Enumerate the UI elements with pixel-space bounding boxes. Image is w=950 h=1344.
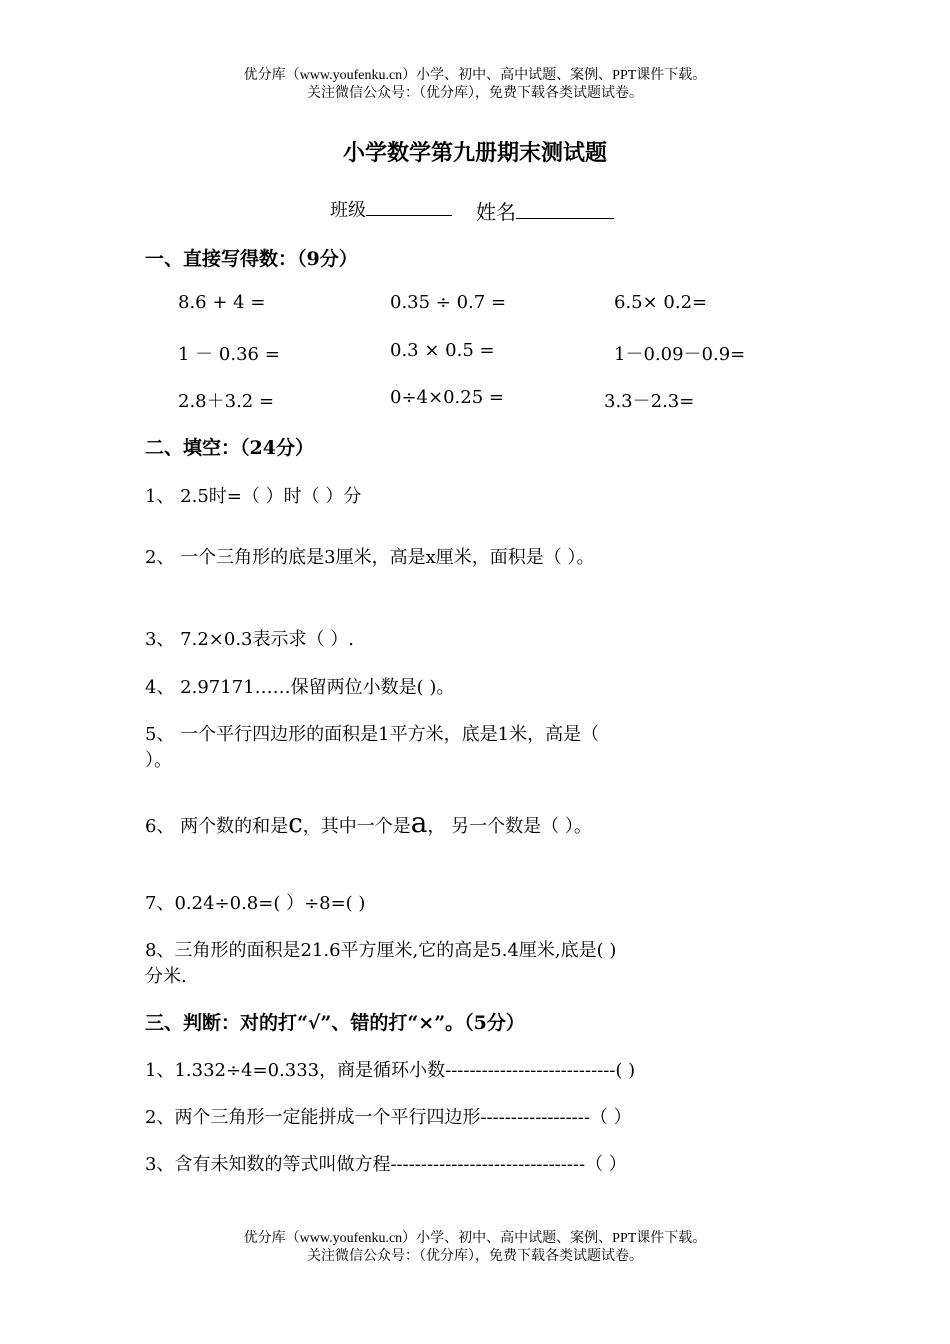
class-field — [330, 196, 452, 222]
section-2-heading: 二、填空：（24分） — [145, 437, 314, 459]
q6-text-a: 6、 两个数的和是 — [145, 816, 289, 837]
fill-question-4: 4、 2.97171……保留两位小数是( )。 — [145, 677, 455, 698]
name-blank[interactable] — [516, 200, 614, 219]
fill-question-3: 3、 7.2×0.3表示求（ ）. — [145, 629, 354, 650]
footer-line-1: 优分库（www.youfenku.cn）小学、初中、高中试题、案例、PPT课件下载。 — [243, 1231, 707, 1246]
fill-question-5-line-1: 5、 一个平行四边形的面积是1平方米，底是1米，高是（ — [145, 724, 600, 745]
header-line-2: 关注微信公众号：（优分库），免费下载各类试题试卷。 — [307, 86, 643, 101]
name-label: 姓名 — [476, 200, 516, 224]
judge-item-1: 1、1.332÷4=0.333，商是循环小数----------------------------( ) — [145, 1060, 636, 1081]
calc-1: 8.6 + 4 = — [178, 292, 266, 313]
calc-9: 3.3－2.3= — [604, 391, 695, 412]
class-label: 班级 — [330, 200, 366, 221]
fill-question-5-line-2: ）。 — [145, 750, 172, 771]
q6-text-d: ， 另一个数是（ ）。 — [427, 816, 592, 837]
class-blank[interactable] — [366, 197, 452, 216]
q6-variable-a: a — [410, 806, 428, 839]
calc-8: 0÷4×0.25 = — [390, 387, 504, 408]
calc-5: 0.3 × 0.5 = — [390, 340, 495, 361]
fill-question-8-line-1: 8、三角形的面积是21.6平方厘米,它的高是5.4厘米,底是( ) — [145, 940, 617, 961]
footer-line-2: 关注微信公众号：（优分库），免费下载各类试题试卷。 — [307, 1249, 643, 1264]
name-field — [476, 196, 614, 225]
q6-text-b: ，其中一个是 — [302, 816, 411, 837]
page-title: 小学数学第九册期末测试题 — [342, 140, 607, 166]
fill-question-6 — [145, 806, 592, 839]
calc-3: 6.5× 0.2= — [614, 292, 708, 313]
header-line-1: 优分库（www.youfenku.cn）小学、初中、高中试题、案例、PPT课件下载。 — [243, 68, 707, 83]
fill-question-1: 1、 2.5时=（ ）时（ ）分 — [145, 486, 362, 507]
calc-7: 2.8＋3.2 = — [178, 391, 275, 412]
section-3-heading: 三、判断：对的打“√”、错的打“×”。（5分） — [145, 1012, 525, 1034]
calc-4: 1 － 0.36 = — [178, 344, 280, 365]
judge-item-3: 3、含有未知数的等式叫做方程--------------------------------（ ） — [145, 1154, 627, 1175]
section-1-heading: 一、直接写得数：（9分） — [145, 248, 358, 270]
calc-6: 1－0.09－0.9= — [614, 344, 746, 365]
judge-item-2: 2、两个三角形一定能拼成一个平行四边形------------------（ ） — [145, 1107, 632, 1128]
q6-variable-c: c — [288, 809, 303, 839]
fill-question-2: 2、 一个三角形的底是3厘米，高是x厘米，面积是（ ）。 — [145, 547, 595, 568]
fill-question-7: 7、0.24÷0.8=( ）÷8=( ) — [145, 893, 366, 914]
calc-2: 0.35 ÷ 0.7 = — [390, 292, 507, 313]
fill-question-8-line-2: 分米. — [145, 966, 187, 987]
